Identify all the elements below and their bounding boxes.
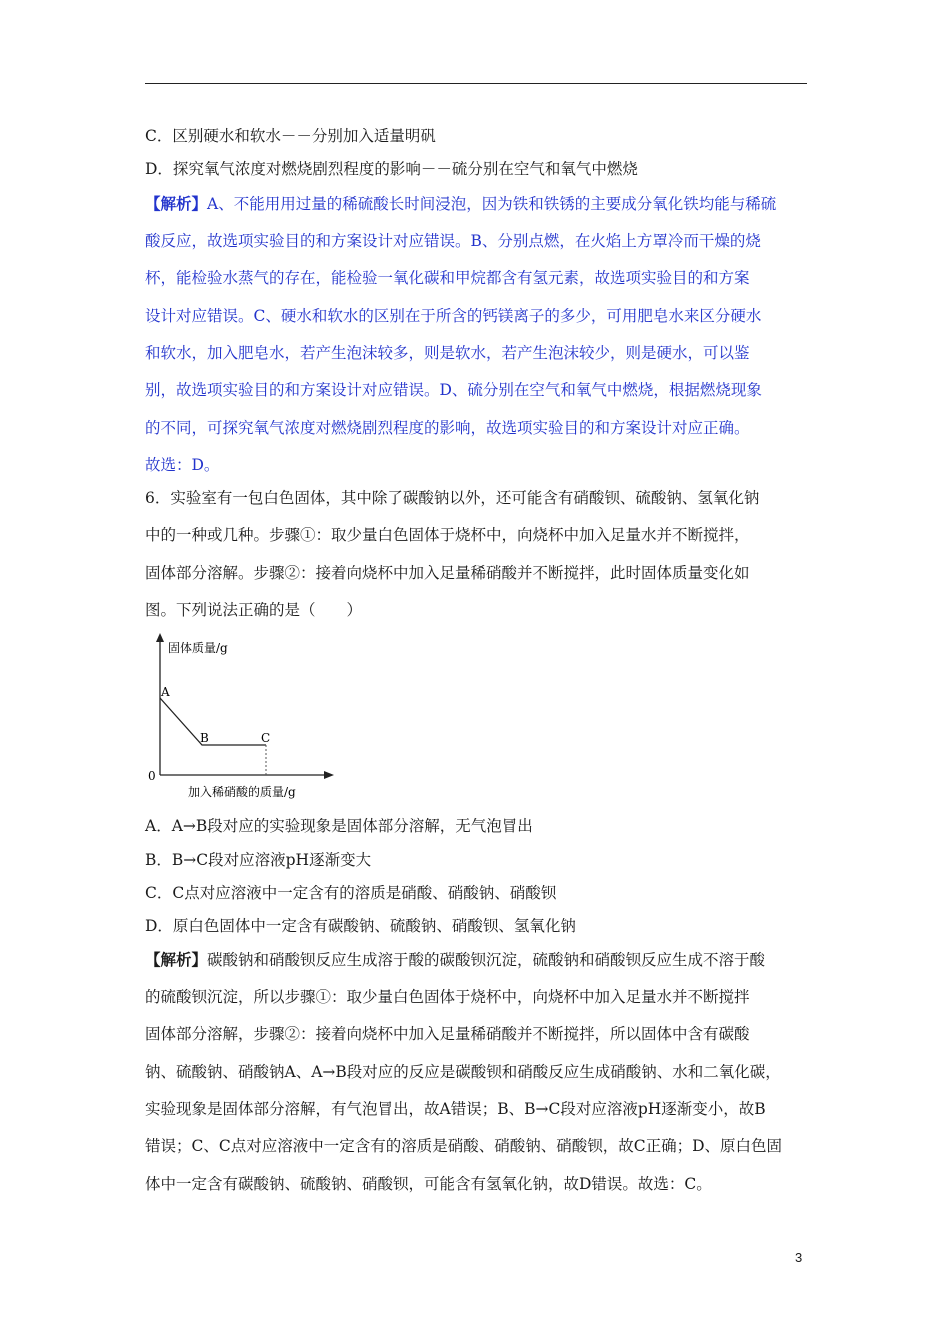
analysis2-line: 的硫酸钡沉淀，所以步骤①：取少量白色固体于烧杯中，向烧杯中加入足量水并不断搅拌 — [145, 988, 750, 1006]
analysis-line: 别，故选项实验目的和方案设计对应错误。D、硫分别在空气和氧气中燃烧，根据燃烧现象 — [145, 381, 762, 399]
origin-label: 0 — [148, 769, 156, 783]
analysis2-line: 固体部分溶解，步骤②：接着向烧杯中加入足量稀硝酸并不断搅拌，所以固体中含有碳酸 — [145, 1025, 750, 1043]
analysis2-line: 体中一定含有碳酸钠、硫酸钠、硝酸钡，可能含有氢氧化钠，故D错误。故选：C。 — [145, 1175, 712, 1193]
analysis2-line: 【解析】碳酸钠和硝酸钡反应生成溶于酸的碳酸钡沉淀，硫酸钠和硝酸钡反应生成不溶于酸 — [145, 950, 766, 969]
mass-curve — [160, 698, 266, 745]
answer-option-a: A．A→B段对应的实验现象是固体部分溶解，无气泡冒出 — [145, 817, 533, 835]
page-number: 3 — [795, 1250, 803, 1265]
analysis-line: 酸反应，故选项实验目的和方案设计对应错误。B、分别点燃，在火焰上方罩冷而干燥的烧 — [145, 232, 761, 250]
option-d: D．探究氧气浓度对燃烧剧烈程度的影响－－硫分别在空气和氧气中燃烧 — [145, 160, 638, 178]
question-line: 固体部分溶解。步骤②：接着向烧杯中加入足量稀硝酸并不断搅拌，此时固体质量变化如 — [145, 564, 750, 582]
answer-option-c: C．C点对应溶液中一定含有的溶质是硝酸、硝酸钠、硝酸钡 — [145, 884, 557, 902]
solid-mass-figure — [140, 630, 340, 800]
analysis-line: 和软水，加入肥皂水，若产生泡沫较多，则是软水，若产生泡沫较少，则是硬水，可以鉴 — [145, 344, 750, 362]
analysis-line: 设计对应错误。C、硬水和软水的区别在于所含的钙镁离子的多少，可用肥皂水来区分硬水 — [145, 307, 762, 325]
answer-option-d: D．原白色固体中一定含有碳酸钠、硫酸钠、硝酸钡、氢氧化钠 — [145, 917, 576, 935]
question-line: 6．实验室有一包白色固体，其中除了碳酸钠以外，还可能含有硝酸钡、硫酸钠、氢氧化钠 — [145, 489, 760, 507]
header-rule — [145, 83, 807, 84]
analysis-line: 杯，能检验水蒸气的存在，能检验一氧化碳和甲烷都含有氢元素，故选项实验目的和方案 — [145, 269, 750, 287]
x-axis-arrow — [324, 771, 334, 779]
analysis2-line: 钠、硫酸钠、硝酸钠A、A→B段对应的反应是碳酸钡和硝酸反应生成硝酸钠、水和二氧化碳， — [145, 1063, 781, 1081]
analysis-answer: 故选：D。 — [145, 456, 220, 474]
point-b-label: B — [200, 731, 209, 745]
y-axis-label: 固体质量/g — [168, 641, 228, 655]
question-line: 中的一种或几种。步骤①：取少量白色固体于烧杯中，向烧杯中加入足量水并不断搅拌， — [145, 526, 750, 544]
analysis2-line: 错误；C、C点对应溶液中一定含有的溶质是硝酸、硝酸钠、硝酸钡，故C正确；D、原白色固 — [145, 1137, 783, 1155]
analysis-line: 【解析】A、不能用用过量的稀硫酸长时间浸泡，因为铁和铁锈的主要成分氧化铁均能与稀硫 — [145, 194, 777, 213]
analysis-tag: 【解析】 — [145, 194, 208, 213]
option-c: C．区别硬水和软水－－分别加入适量明矾 — [145, 127, 436, 145]
y-axis-arrow — [156, 633, 164, 642]
analysis2-line: 实验现象是固体部分溶解，有气泡冒出，故A错误；B、B→C段对应溶液pH逐渐变小，故B — [145, 1100, 766, 1118]
answer-option-b: B．B→C段对应溶液pH逐渐变大 — [145, 851, 372, 869]
analysis-line: 的不同，可探究氧气浓度对燃烧剧烈程度的影响，故选项实验目的和方案设计对应正确。 — [145, 419, 750, 437]
x-axis-label: 加入稀硝酸的质量/g — [188, 785, 296, 799]
point-c-label: C — [261, 731, 271, 745]
point-a-label: A — [161, 685, 170, 699]
question-line: 图。下列说法正确的是（ ） — [145, 601, 363, 619]
analysis2-tag: 【解析】 — [145, 950, 208, 969]
